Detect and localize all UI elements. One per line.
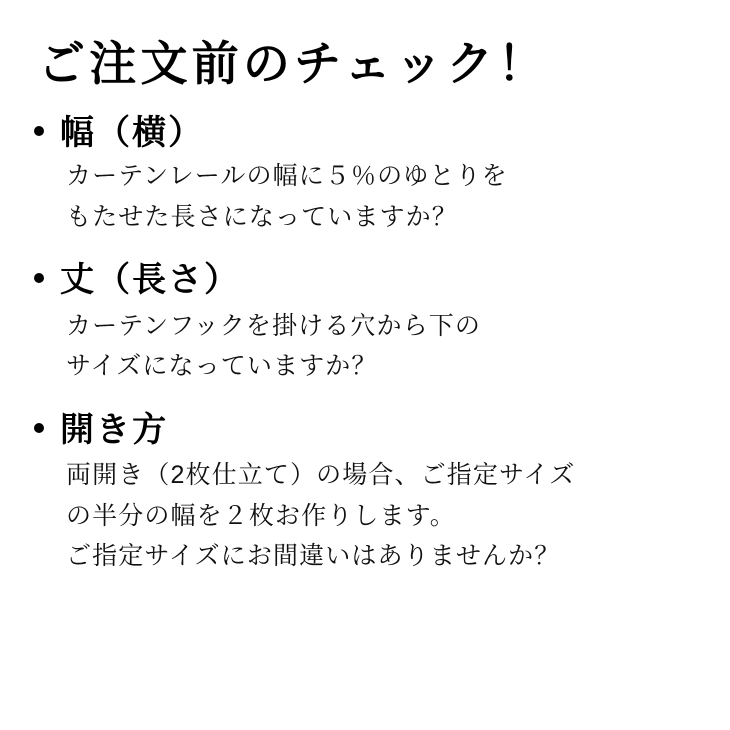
section-width [28, 112, 702, 238]
section-opening-style-line-3: ご指定サイズにお間違いはありませんか？ [66, 542, 561, 571]
section-opening-style-title [28, 409, 702, 452]
section-length-line-2: サイズになっていますか？ [66, 352, 378, 381]
section-opening-style-line-1: 両開き（2枚仕立て）の場合、ご指定サイズ [66, 461, 576, 490]
section-length-line-1: カーテンフックを掛ける穴から下の [66, 311, 482, 340]
section-width-body [66, 156, 702, 237]
section-length-title [28, 259, 702, 302]
section-width-title [28, 112, 702, 155]
section-width-title-text: 幅（横） [60, 113, 205, 152]
page-title: ご注文前のチェック！ [38, 37, 549, 90]
bullet-icon [34, 273, 44, 283]
bullet-icon [34, 423, 44, 433]
section-opening-style-title-text: 開き方 [60, 410, 169, 449]
section-width-line-2: もたせた長さになっていますか？ [66, 202, 458, 231]
section-opening-style [28, 409, 702, 577]
section-length [28, 259, 702, 387]
section-opening-style-body [66, 455, 702, 577]
section-width-line-1: カーテンレールの幅に５％のゆとりを [66, 162, 508, 191]
section-length-body [66, 306, 702, 387]
bullet-icon [34, 126, 44, 136]
section-length-title-text: 丈（長さ） [60, 261, 241, 300]
section-opening-style-line-2: の半分の幅を２枚お作りします。 [66, 501, 456, 530]
